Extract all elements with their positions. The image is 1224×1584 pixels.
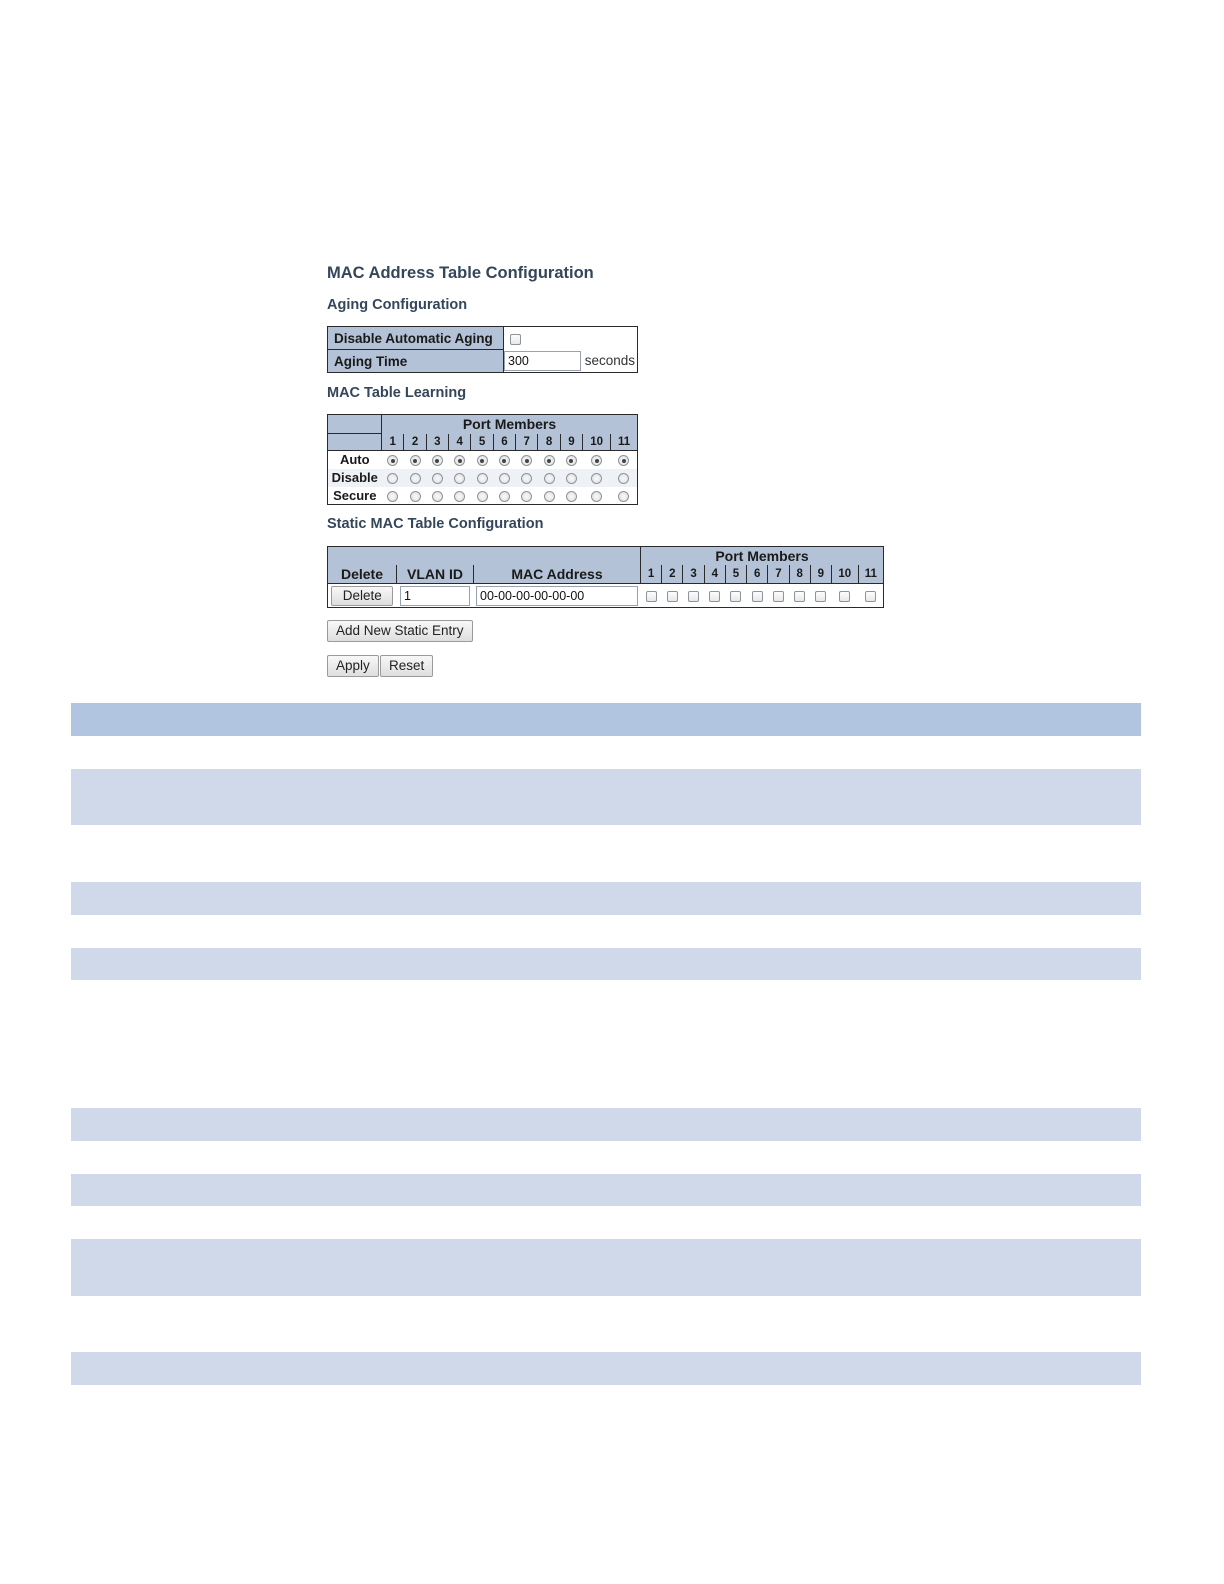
static-heading: Static MAC Table Configuration [327, 516, 544, 532]
table-band-row [71, 769, 1141, 825]
aging-table [327, 326, 638, 373]
static-port-checkbox[interactable] [752, 591, 763, 602]
static-port-checkbox[interactable] [709, 591, 720, 602]
learning-radio[interactable] [477, 491, 488, 502]
mac-address-input[interactable] [476, 586, 638, 606]
learning-radio[interactable] [618, 491, 629, 502]
learning-radio[interactable] [477, 455, 488, 466]
table-band-row [71, 1239, 1141, 1296]
learning-port-header: 5 [471, 434, 493, 451]
learning-port-header: 9 [560, 434, 582, 451]
table-band-row [71, 1352, 1141, 1385]
learning-mode-label: Disable [331, 470, 378, 485]
disable-aging-label: Disable Automatic Aging [328, 327, 504, 350]
learning-radio[interactable] [566, 491, 577, 502]
reset-button[interactable]: Reset [380, 655, 433, 677]
learning-radio[interactable] [432, 473, 443, 484]
learning-heading: MAC Table Learning [327, 385, 467, 401]
learning-radio[interactable] [566, 455, 577, 466]
learning-radio[interactable] [544, 491, 555, 502]
learning-radio[interactable] [544, 455, 555, 466]
learning-port-header: 11 [611, 434, 638, 451]
static-port-members-header: Port Members [641, 547, 884, 566]
static-port-header: 11 [858, 565, 883, 584]
table-band-row [71, 882, 1141, 915]
learning-port-header: 8 [538, 434, 560, 451]
learning-table [327, 414, 638, 505]
static-port-header: 10 [831, 565, 858, 584]
learning-radio[interactable] [618, 455, 629, 466]
learning-radio[interactable] [477, 473, 488, 484]
static-port-checkbox[interactable] [667, 591, 678, 602]
static-port-header: 5 [725, 565, 746, 584]
learning-radio[interactable] [387, 473, 398, 484]
page-title: MAC Address Table Configuration [327, 264, 594, 282]
learning-port-header: 4 [449, 434, 471, 451]
col-delete: Delete [328, 565, 397, 584]
learning-port-members-header: Port Members [382, 415, 638, 434]
learning-radio[interactable] [566, 473, 577, 484]
static-port-header: 2 [662, 565, 683, 584]
aging-time-input[interactable] [504, 351, 581, 371]
table-band-row [71, 1108, 1141, 1141]
learning-radio[interactable] [432, 455, 443, 466]
learning-radio[interactable] [410, 455, 421, 466]
static-port-checkbox[interactable] [688, 591, 699, 602]
learning-port-header: 2 [404, 434, 426, 451]
learning-radio[interactable] [591, 455, 602, 466]
disable-aging-checkbox[interactable] [510, 334, 521, 345]
col-mac-address: MAC Address [474, 565, 641, 584]
delete-entry-button[interactable]: Delete [331, 586, 393, 606]
table-band-header [71, 703, 1141, 736]
aging-time-label: Aging Time [328, 350, 504, 373]
learning-radio[interactable] [454, 491, 465, 502]
learning-radio[interactable] [454, 473, 465, 484]
learning-radio[interactable] [432, 491, 443, 502]
learning-radio[interactable] [521, 473, 532, 484]
static-port-checkbox[interactable] [646, 591, 657, 602]
learning-radio[interactable] [544, 473, 555, 484]
aging-heading: Aging Configuration [327, 297, 468, 313]
learning-radio[interactable] [521, 491, 532, 502]
learning-radio[interactable] [591, 491, 602, 502]
learning-mode-label: Auto [339, 452, 370, 468]
learning-mode-label: Secure [333, 487, 377, 503]
learning-radio[interactable] [499, 455, 510, 466]
learning-radio[interactable] [499, 473, 510, 484]
learning-radio[interactable] [454, 455, 465, 466]
static-port-checkbox[interactable] [815, 591, 826, 602]
static-port-checkbox[interactable] [730, 591, 741, 602]
learning-port-header: 1 [382, 434, 404, 451]
learning-radio[interactable] [410, 473, 421, 484]
table-band-row [71, 948, 1141, 980]
static-port-header: 6 [747, 565, 768, 584]
static-port-header: 4 [704, 565, 725, 584]
static-port-checkbox[interactable] [794, 591, 805, 602]
learning-port-header: 3 [426, 434, 448, 451]
learning-radio[interactable] [387, 455, 398, 466]
learning-radio[interactable] [499, 491, 510, 502]
static-port-header: 3 [683, 565, 704, 584]
table-band-row [71, 1174, 1141, 1206]
learning-radio[interactable] [387, 491, 398, 502]
static-port-header: 7 [768, 565, 789, 584]
learning-radio[interactable] [591, 473, 602, 484]
static-port-header: 1 [641, 565, 662, 584]
static-port-header: 9 [810, 565, 831, 584]
static-port-checkbox[interactable] [865, 591, 876, 602]
aging-time-unit: seconds [584, 352, 636, 368]
vlan-id-input[interactable] [400, 586, 470, 606]
static-table [327, 546, 884, 608]
add-new-static-entry-button[interactable]: Add New Static Entry [327, 620, 473, 642]
static-port-header: 8 [789, 565, 810, 584]
col-vlan-id: VLAN ID [397, 565, 474, 584]
apply-button[interactable]: Apply [327, 655, 379, 677]
learning-radio[interactable] [521, 455, 532, 466]
learning-radio[interactable] [618, 473, 629, 484]
static-port-checkbox[interactable] [839, 591, 850, 602]
learning-port-header: 10 [583, 434, 611, 451]
learning-port-header: 6 [493, 434, 515, 451]
learning-radio[interactable] [410, 491, 421, 502]
learning-port-header: 7 [516, 434, 538, 451]
static-port-checkbox[interactable] [773, 591, 784, 602]
